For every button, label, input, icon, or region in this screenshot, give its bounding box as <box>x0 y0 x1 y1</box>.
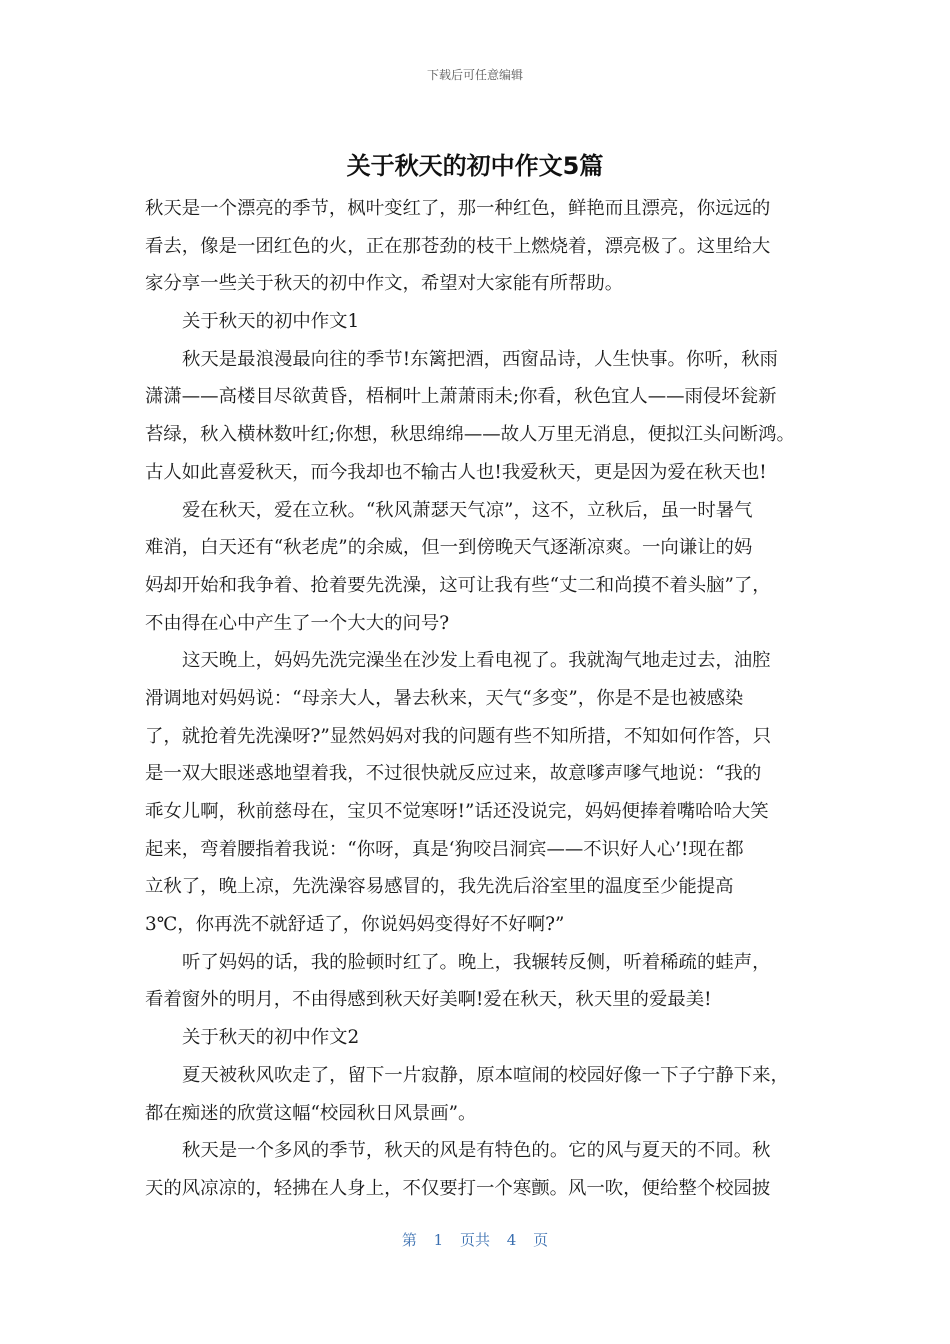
page-header-note: 下载后可任意编辑 <box>426 68 523 82</box>
page-number-footer: 第 1 页共 4 页 <box>401 1231 549 1249</box>
text-line: 起来，弯着腰指着我说：“你呀，真是‘狗咬吕洞宾——不识好人心’!现在都 <box>145 838 744 860</box>
text-line: 关于秋天的初中作文1 <box>182 311 360 333</box>
text-line: 天的风凉凉的，轻拂在人身上，不仅要打一个寒颤。风一吹，便给整个校园披 <box>145 1177 771 1199</box>
text-line: 是一双大眼迷惑地望着我，不过很快就反应过来，故意嗲声嗲气地说：“我的 <box>145 763 762 785</box>
text-line: 都在痴迷的欣赏这幅“校园秋日风景画”。 <box>145 1102 477 1124</box>
text-line: 听了妈妈的话，我的脸顿时红了。晚上，我辗转反侧，听着稀疏的蛙声， <box>182 951 771 973</box>
document-title: 关于秋天的初中作文5篇 <box>346 152 604 180</box>
text-line: 潇潇——高楼目尽欲黄昏，梧桐叶上萧萧雨未;你看，秋色宜人——雨侵坏瓮新 <box>145 386 777 408</box>
text-line: 关于秋天的初中作文2 <box>182 1027 360 1049</box>
text-line: 滑调地对妈妈说：“母亲大人，暑去秋来，天气“多变”，你是不是也被感染 <box>145 687 744 709</box>
text-line: 妈却开始和我争着、抢着要先洗澡，这可让我有些“丈二和尚摸不着头脑”了， <box>145 574 771 596</box>
text-line: 难消，白天还有“秋老虎”的余威，但一到傍晚天气逐渐凉爽。一向谦让的妈 <box>145 537 753 559</box>
text-line: 这天晚上，妈妈先洗完澡坐在沙发上看电视了。我就淘气地走过去，油腔 <box>182 650 771 672</box>
text-line: 看着窗外的明月，不由得感到秋天好美啊!爱在秋天，秋天里的爱最美! <box>145 989 712 1011</box>
text-line: 乖女儿啊，秋前慈母在，宝贝不觉寒呀!”话还没说完，妈妈便捧着嘴哈哈大笑 <box>145 801 769 822</box>
text-line: 苔绿，秋入横林数叶红;你想，秋思绵绵——故人万里无消息，便拟江头问断鸿。 <box>145 424 795 446</box>
text-line: 爱在秋天，爱在立秋。“秋风萧瑟天气凉”，这不，立秋后，虽一时暑气 <box>182 499 753 521</box>
text-line: 古人如此喜爱秋天，而今我却也不输古人也!我爱秋天，更是因为爱在秋天也! <box>145 461 767 483</box>
text-line: 不由得在心中产生了一个大大的问号? <box>145 612 450 634</box>
text-line: 秋天是一个漂亮的季节，枫叶变红了，那一种红色，鲜艳而且漂亮，你远远的 <box>145 198 771 219</box>
text-line: 了，就抢着先洗澡呀?”显然妈妈对我的问题有些不知所措，不知如何作答，只 <box>145 725 772 747</box>
text-line: 3℃，你再洗不就舒适了，你说妈妈变得好不好啊?” <box>145 914 565 936</box>
text-line: 秋天是一个多风的季节，秋天的风是有特色的。它的风与夏天的不同。秋 <box>182 1140 771 1162</box>
text-line: 立秋了，晚上凉，先洗澡容易感冒的，我先洗后浴室里的温度至少能提高 <box>145 876 734 898</box>
text-line: 夏天被秋风吹走了，留下一片寂静，原本喧闹的校园好像一下子宁静下来， <box>182 1064 789 1086</box>
document-body <box>145 190 825 1208</box>
text-line: 看去，像是一团红色的火，正在那苍劲的枝干上燃烧着，漂亮极了。这里给大 <box>145 235 771 257</box>
text-line: 家分享一些关于秋天的初中作文，希望对大家能有所帮助。 <box>145 273 624 295</box>
text-line: 秋天是最浪漫最向往的季节!东篱把酒，西窗品诗，人生快事。你听，秋雨 <box>182 348 778 370</box>
